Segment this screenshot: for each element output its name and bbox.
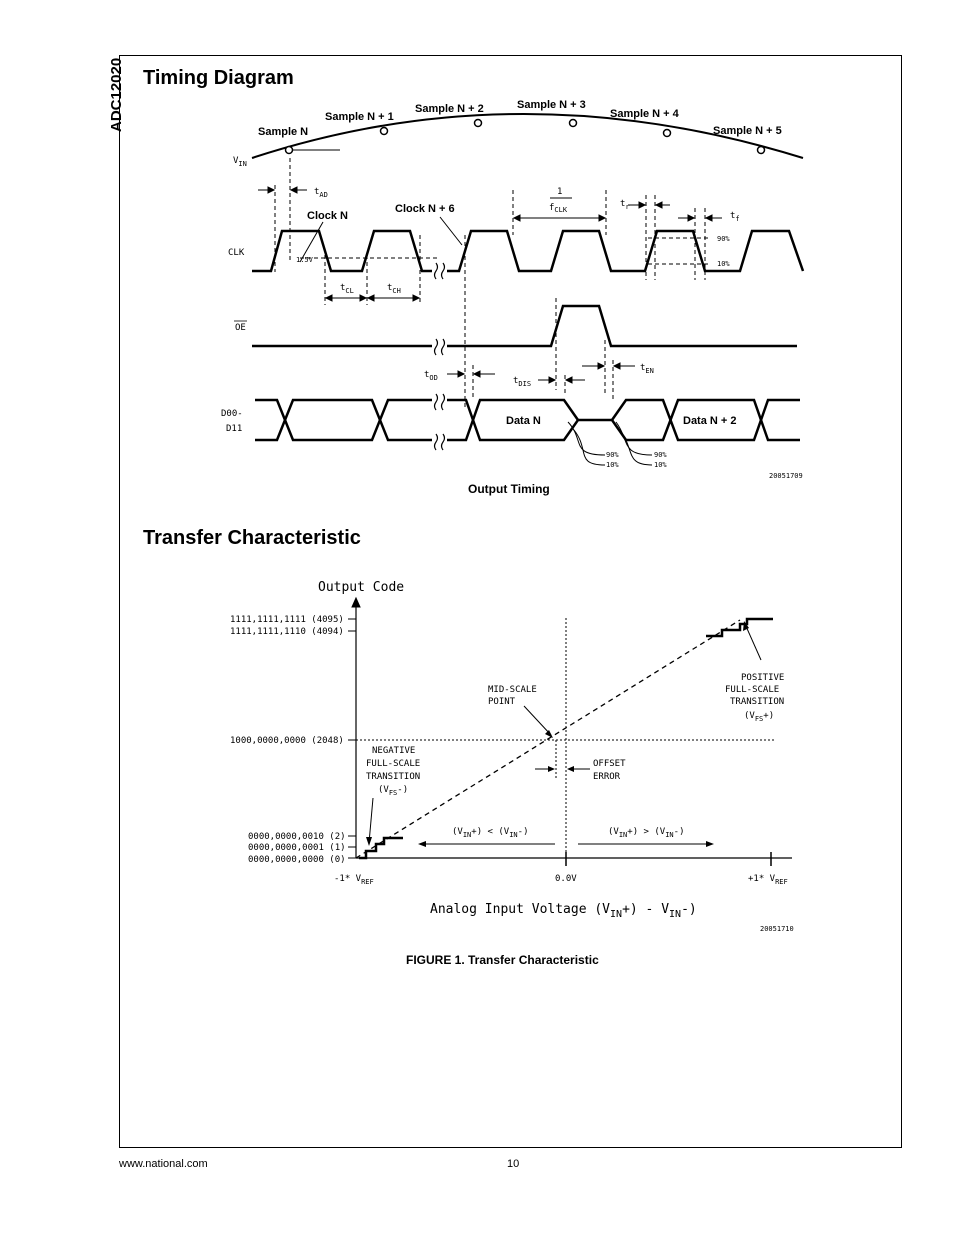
svg-text:1: 1 bbox=[557, 187, 563, 197]
label-clock-n: Clock N bbox=[307, 210, 348, 222]
svg-text:10%: 10% bbox=[606, 461, 619, 469]
svg-text:20051709: 20051709 bbox=[769, 472, 803, 480]
svg-text:TRANSITION: TRANSITION bbox=[366, 772, 421, 782]
code-4094: 1111,1111,1110 (4094) bbox=[230, 627, 344, 637]
footer-page-number: 10 bbox=[507, 1158, 520, 1170]
svg-text:POSITIVE: POSITIVE bbox=[741, 673, 785, 683]
sample-point bbox=[475, 120, 482, 127]
svg-text:MID-SCALE: MID-SCALE bbox=[488, 685, 537, 695]
svg-text:tEN: $t_{EN}$ bbox=[640, 363, 654, 375]
svg-text:1.5V: 1.5V bbox=[296, 256, 313, 264]
sample-point bbox=[664, 130, 671, 137]
svg-text:90%: 90% bbox=[654, 451, 667, 459]
footer-site: www.national.com bbox=[119, 1158, 208, 1170]
data-bus-top bbox=[447, 400, 800, 440]
svg-text:tr: $t_r$ bbox=[620, 199, 630, 211]
code-4095: 1111,1111,1111 (4095) bbox=[230, 615, 344, 625]
svg-text:D00-: D00- bbox=[221, 409, 243, 419]
svg-text:tOD: $t_{OD}$ bbox=[424, 370, 438, 382]
clk-wave-b bbox=[447, 231, 803, 271]
code-2048: 1000,0000,0000 (2048) bbox=[230, 736, 344, 746]
svg-text:tf: $t_f$ bbox=[730, 211, 740, 223]
figure-1-caption: FIGURE 1. Transfer Characteristic bbox=[406, 953, 599, 967]
svg-text:fCLK: $f_{CLK}$ bbox=[549, 203, 568, 214]
svg-text:(VIN+) < (VIN-): $(V_{IN}+) < (V_{IN}-)$ bbox=[452, 827, 529, 839]
svg-text:CLK: CLK bbox=[228, 248, 245, 258]
y-axis-title: Output Code bbox=[318, 580, 405, 595]
svg-text:VIN: $V_{IN}$ bbox=[233, 156, 247, 168]
label-data-n: Data N bbox=[506, 415, 541, 427]
side-part-label: ADC12020 bbox=[108, 57, 125, 132]
timing-diagram bbox=[0, 0, 954, 520]
svg-text:(VFS-): $(V_{FS}-)$ bbox=[378, 785, 409, 797]
svg-text:tCL: $t_{CL}$ bbox=[340, 283, 354, 295]
svg-text:tAD: $t_{AD}$ bbox=[314, 187, 328, 199]
svg-text:TRANSITION: TRANSITION bbox=[730, 697, 785, 707]
svg-text:10%: 10% bbox=[654, 461, 667, 469]
svg-text:90%: 90% bbox=[606, 451, 619, 459]
label-sample-n2: Sample N + 2 bbox=[415, 103, 484, 115]
code-0: 0000,0000,0000 (0) bbox=[248, 855, 346, 865]
transfer-characteristic-chart bbox=[0, 560, 954, 950]
sample-point bbox=[286, 147, 293, 154]
label-data-n2: Data N + 2 bbox=[683, 415, 737, 427]
label-sample-n3: Sample N + 3 bbox=[517, 99, 586, 111]
svg-text:tDIS: $t_{DIS}$ bbox=[513, 376, 532, 388]
svg-text:10%: 10% bbox=[717, 260, 730, 268]
svg-text:-1* VREF: -1* $V_{REF}$ bbox=[334, 874, 374, 886]
svg-text:POINT: POINT bbox=[488, 697, 516, 707]
svg-text:(VFS+): $(V_{FS}+)$ bbox=[744, 711, 775, 723]
oe-label: OE bbox=[235, 323, 246, 333]
clk-wave-a bbox=[252, 231, 432, 271]
code-2: 0000,0000,0010 (2) bbox=[248, 832, 346, 842]
output-timing-caption: Output Timing bbox=[468, 482, 550, 496]
svg-text:OFFSET: OFFSET bbox=[593, 759, 626, 769]
svg-text:FULL-SCALE: FULL-SCALE bbox=[725, 685, 780, 695]
sample-point bbox=[758, 147, 765, 154]
timing-diagram-heading: Timing Diagram bbox=[143, 67, 294, 89]
svg-text:20051710: 20051710 bbox=[760, 925, 794, 933]
label-sample-n1: Sample N + 1 bbox=[325, 111, 394, 123]
oe-wave bbox=[447, 306, 797, 346]
label-sample-n5: Sample N + 5 bbox=[713, 125, 782, 137]
code-steps-high bbox=[706, 619, 773, 636]
svg-text:tCH: $t_{CH}$ bbox=[387, 283, 401, 295]
svg-text:D11: D11 bbox=[226, 424, 243, 434]
label-sample-n4: Sample N + 4 bbox=[610, 108, 679, 120]
svg-text:+1* VREF: +1* $V_{REF}$ bbox=[748, 874, 788, 886]
sample-point bbox=[381, 128, 388, 135]
svg-text:FULL-SCALE: FULL-SCALE bbox=[366, 759, 421, 769]
svg-text:NEGATIVE: NEGATIVE bbox=[372, 746, 416, 756]
svg-text:0.0V: 0.0V bbox=[555, 874, 577, 884]
transfer-heading: Transfer Characteristic bbox=[143, 527, 361, 549]
label-clock-n6: Clock N + 6 bbox=[395, 203, 455, 215]
svg-text:ERROR: ERROR bbox=[593, 772, 621, 782]
code-steps-low bbox=[359, 838, 403, 858]
svg-text:90%: 90% bbox=[717, 235, 730, 243]
label-sample-n: Sample N bbox=[258, 126, 309, 138]
code-1: 0000,0000,0001 (1) bbox=[248, 843, 346, 853]
sample-point bbox=[570, 120, 577, 127]
svg-text:(VIN+) > (VIN-): $(V_{IN}+) > (V_{IN}-)$ bbox=[608, 827, 685, 839]
x-axis-title: Analog Input Voltage $(V_{IN}+) - V_{IN}-$) bbox=[430, 902, 697, 920]
